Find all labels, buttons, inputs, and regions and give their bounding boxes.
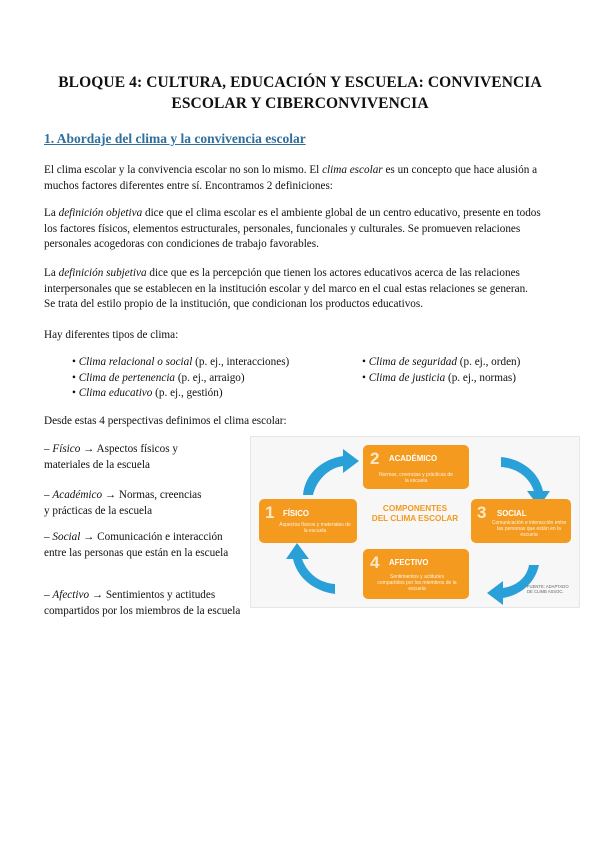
perspective-name: Físico (52, 443, 81, 455)
document-title: BLOQUE 4: CULTURA, EDUCACIÓN Y ESCUELA: CONVIVENCIA ESCOLAR Y CIBERCONVIVENCIA (58, 74, 542, 112)
types-list-left (72, 355, 289, 402)
type-name: Clima de pertenencia (78, 371, 176, 384)
type-example: (p. ej., interacciones) (192, 356, 290, 368)
intro-text-2: es un concepto que hace alusión a muchos factores diferentes entre sí. Encontramos 2 definiciones: (44, 164, 538, 192)
diagram-source-credit: FUENTE: ADAPTADO DE CLIMB ASSOC. (527, 584, 569, 594)
list-item (72, 371, 289, 387)
perspective-afectivo (44, 588, 244, 619)
types-list-right (362, 355, 520, 386)
intro-text-1: El clima escolar y la convivencia escolar no son lo mismo. El (44, 164, 323, 176)
academico-box (363, 445, 469, 489)
subjective-text-1: La (44, 267, 59, 279)
perspective-dash: – (44, 531, 53, 543)
arrow-bottom-left-icon (286, 543, 335, 594)
objective-definition-paragraph (44, 206, 556, 253)
box-number: 1 (265, 503, 275, 522)
subjective-emphasis: definición subjetiva (58, 267, 147, 279)
type-example: (p. ej., normas) (445, 371, 517, 384)
intro-emphasis: clima escolar (322, 164, 383, 176)
section-heading: 1. Abordaje del clima y la convivencia escolar (44, 131, 306, 146)
type-name: Clima de justicia (368, 371, 446, 384)
perspective-fisico (44, 442, 194, 473)
perspective-dash: – (44, 443, 53, 455)
afectivo-box (363, 549, 469, 599)
perspective-text: → Aspectos físicos y materiales de la escuela (44, 443, 178, 471)
perspective-text: → Normas, creencias y prácticas de la escuela (44, 489, 202, 517)
perspective-academico (44, 488, 209, 519)
box-label: FÍSICO (283, 509, 309, 518)
list-item (72, 386, 289, 402)
box-number: 2 (370, 449, 380, 468)
box-number: 3 (477, 503, 487, 522)
perspective-name: Social (52, 531, 81, 543)
perspective-text: → Comunicación e interacción entre las personas que están en la escuela (44, 531, 229, 559)
type-example: (p. ej., orden) (456, 356, 521, 368)
subjective-definition-paragraph (44, 266, 556, 313)
type-name: Clima relacional o social (78, 356, 193, 368)
perspective-text: → Sentimientos y actitudes compartidos por los miembros de la escuela (44, 589, 241, 617)
diagram-center-title (359, 504, 471, 524)
objective-emphasis: definición objetiva (58, 207, 143, 219)
box-description: Comunicación e interacción entre las personas que están en la escuela (491, 520, 567, 538)
climate-components-diagram (250, 436, 580, 608)
box-label: SOCIAL (497, 509, 527, 518)
box-label: AFECTIVO (389, 558, 429, 567)
subjective-text-3: Se trata del estilo propio de la institución, que condicionan los productos educativos. (44, 298, 424, 310)
list-item (72, 355, 289, 371)
box-label: ACADÉMICO (389, 454, 438, 463)
perspectives-intro: Desde estas 4 perspectivas definimos el clima escolar: (44, 415, 287, 427)
box-number: 4 (370, 553, 380, 572)
arrow-top-left-icon (303, 449, 359, 495)
types-intro: Hay diferentes tipos de clima: (44, 329, 179, 341)
center-title-line-2: DEL CLIMA ESCOLAR (371, 514, 459, 523)
box-description: Sentimientos y actitudes compartidos por los miembros de la escuela (377, 574, 457, 592)
center-title-line-1: COMPONENTES (382, 504, 448, 513)
type-example: (p. ej., arraigo) (175, 371, 245, 384)
perspective-name: Afectivo (52, 589, 90, 601)
type-name: Clima educativo (78, 387, 153, 399)
perspective-dash: – (44, 489, 53, 501)
list-item (362, 371, 520, 387)
intro-paragraph (44, 163, 556, 194)
type-name: Clima de seguridad (368, 356, 457, 368)
box-description: Normas, creencias y prácticas de la escuela (379, 472, 453, 484)
type-example: (p. ej., gestión) (152, 387, 223, 399)
list-item (362, 355, 520, 371)
social-box (471, 499, 571, 543)
objective-text-1: La (44, 207, 59, 219)
subjective-text-2: dice que es la percepción que tienen los actores educativos acerca de las relaciones interpersonales que se establecen en la institución escolar y del marco en el cual estas relaciones se generan. (44, 267, 528, 295)
box-description: Aspectos físicos y materiales de la escuela (279, 522, 351, 534)
fisico-box (259, 499, 357, 543)
perspective-name: Académico (52, 489, 103, 501)
perspective-social (44, 530, 230, 561)
objective-text-2: dice que el clima escolar es el ambiente global de un centro educativo, presente en todos los factores físicos, elementos estructurales, personales, funcionales y culturales. Se promueven relaciones personales acogedoras con condiciones de trabajo favorables. (44, 207, 541, 250)
perspective-dash: – (44, 589, 53, 601)
